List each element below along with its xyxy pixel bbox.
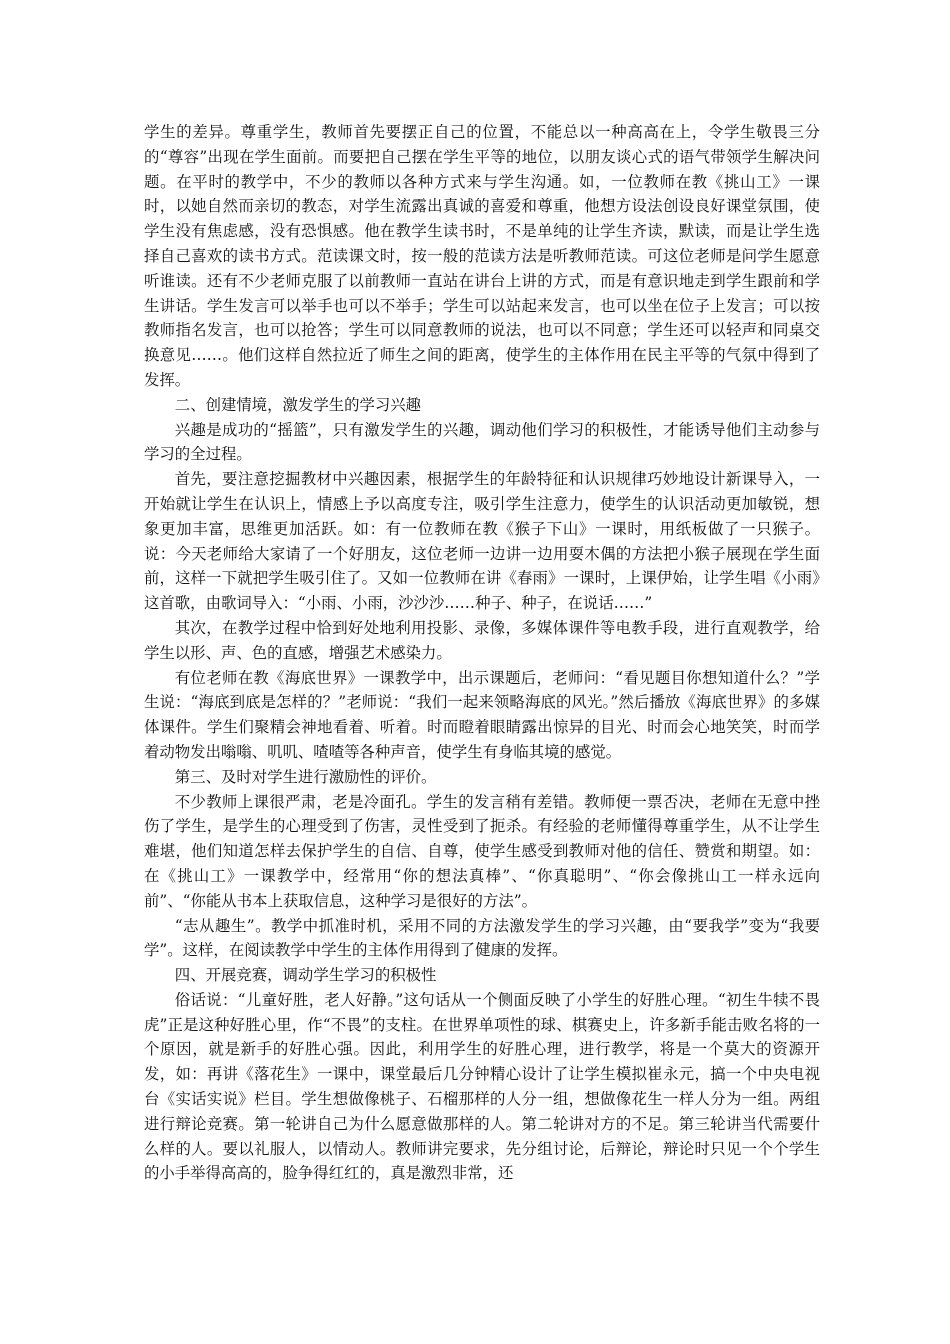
section-heading-3: 第三、及时对学生进行激励性的评价。 [174,767,437,786]
paragraph-respect-students: 学生的差异。尊重学生，教师首先要摆正自己的位置，不能总以一种高高在上，令学生敬畏三分的“尊容”出现在学生面前。而要把自己摆在学生平等的地位，以朋友谈心式的语气带领学生解决问题。在平时的教学中，不少的教师以各种方式来与学生沟通。如，一位教师在教《挑山工》一课时，以她自然而亲切的教态，对学生流露出真诚的喜爱和尊重，他想方设法创设良好课堂氛围，使学生没有焦虑感，没有恐惧感。他在教学生读书时，不是单纯的让学生齐读，默读，而是让学生选择自己喜欢的读书方式。范读课文时，按一般的范读方法是听教师范读。可这位老师是问学生愿意听谁读。还有不少老师克服了以前教师一直站在讲台上讲的方式，而是有意识地走到学生跟前和学生讲话。学生发言可以举手也可以不举手；学生可以站起来发言，也可以坐在位子上发言；可以按教师指名发言，也可以抢答；学生可以同意教师的说法，也可以不同意；学生还可以轻声和同桌交换意见……。他们这样自然拉近了师生之间的距离，使学生的主体作用在民主平等的气氛中得到了发挥。 [144,123,820,389]
paragraph-interest-cradle: 兴趣是成功的“摇篮”，只有激发学生的兴趣，调动他们学习的积极性，才能诱导他们主动参与学习的全过程。 [144,420,820,464]
section-heading-2: 二、创建情境，激发学生的学习兴趣 [174,395,422,414]
paragraph-undersea-world: 有位老师在教《海底世界》一课教学中，出示课题后，老师问：“看见题目你想知道什么？”学生说：“海底到底是怎样的？”老师说：“我们一起来领略海底的风光。”然后播放《海底世界》的多媒体课件。学生们聚精会神地看着、听着。时而瞪着眼睛露出惊异的目光、时而会心地笑笑，时而学着动物发出嗡嗡、叽叽、喳喳等各种声音，使学生有身临其境的感觉。 [144,668,820,761]
paragraph-multimedia: 其次，在教学过程中恰到好处地利用投影、录像，多媒体课件等电教手段，进行直观教学，给学生以形、声、色的直感，增强艺术感染力。 [144,618,820,662]
section-heading-4: 四、开展竞赛，调动学生学习的积极性 [174,966,437,985]
paragraph-ambition-from-interest: “志从趣生”。教学中抓准时机，采用不同的方法激发学生的学习兴趣，由“要我学”变为“我要学”。这样，在阅读教学中学生的主体作用得到了健康的发挥。 [144,916,820,960]
paragraph-competition: 俗话说：“儿童好胜，老人好静。”这句话从一个侧面反映了小学生的好胜心理。“初生牛犊不畏虎”正是这种好胜心里，作“不畏”的支柱。在世界单项性的球、棋赛史上，许多新手能击败名将的一个原因，就是新手的好胜心强。因此，利用学生的好胜心理，进行教学，将是一个莫大的资源开发，如：再讲《落花生》一课中，课堂最后几分钟精心设计了让学生模拟崔永元，搞一个中央电视台《实话实说》栏目。学生想做像桃子、石榴那样的人分一组，想做像花生一样人分为一组。两组进行辩论竞赛。第一轮讲自己为什么愿意做那样的人。第二轮讲对方的不足。第三轮讲当代需要什么样的人。要以礼服人，以情动人。教师讲完要求，先分组讨论，后辩论，辩论时只见一个个学生的小手举得高高的，脸争得红红的，真是激烈非常，还 [144,990,820,1183]
paragraph-encouraging-evaluation: 不少教师上课很严肃，老是冷面孔。学生的发言稍有差错。教师便一票否决，老师在无意中挫伤了学生，是学生的心理受到了伤害，灵性受到了扼杀。有经验的老师懂得尊重学生，从不让学生难堪，他们知道怎样去保护学生的自信、自尊，使学生感受到教师对他的信任、赞赏和期望。如：在《挑山工》一课教学中，经常用“你的想法真棒”、“你真聪明”、“你会像挑山工一样永远向前”、“你能从书本上获取信息，这种学习是很好的方法”。 [144,792,820,910]
document-page [144,120,820,1186]
paragraph-lesson-intro: 首先，要注意挖掘教材中兴趣因素，根据学生的年龄特征和认识规律巧妙地设计新课导入，一开始就让学生在认识上，情感上予以高度专注，吸引学生注意力，使学生的认识活动更加敏锐，想象更加丰富，思维更加活跃。如：有一位教师在教《猴子下山》一课时，用纸板做了一只猴子。说：今天老师给大家请了一个好朋友，这位老师一边讲一边用耍木偶的方法把小猴子展现在学生面前，这样一下就把学生吸引住了。又如一位教师在讲《春雨》一课时，上课伊始，让学生唱《小雨》这首歌，由歌词导入：“小雨、小雨，沙沙沙……种子、种子，在说话……” [144,470,820,613]
